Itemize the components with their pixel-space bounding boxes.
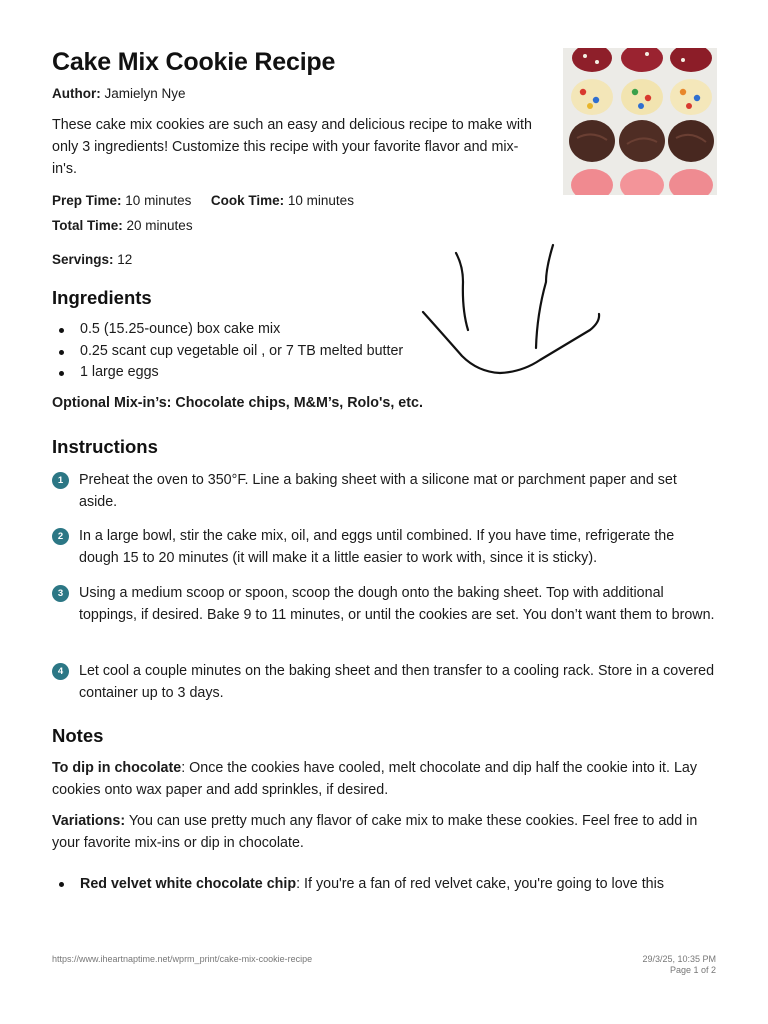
cook-time-value: 10 minutes <box>287 193 354 208</box>
step-number-badge: 4 <box>52 663 69 680</box>
notes-heading: Notes <box>52 725 104 746</box>
step-text: In a large bowl, stir the cake mix, oil, and eggs until combined. If you have time, refrigerate the dough 15 to 20 minutes (it will make it a little easier to work with, since it is sticky). <box>79 528 675 566</box>
step-text: Preheat the oven to 350°F. Line a baking sheet with a silicone mat or parchment paper and set aside. <box>79 472 677 510</box>
footer-page-number: Page 1 of 2 <box>669 965 716 975</box>
optional-mixins: Optional Mix-in’s: Chocolate chips, M&M’s, Rolo's, etc. <box>52 395 423 411</box>
note-dip-text: : Once the cookies have cooled, melt chocolate and dip half the cookie into it. Lay cookies onto wax paper and add sprinkles, if desired. <box>52 760 698 798</box>
step-text: Using a medium scoop or spoon, scoop the dough onto the baking sheet. Top with additional toppings, if desired. Bake 9 to 11 minutes, or until the cookies are set. You don’t want them to brown. <box>79 585 715 623</box>
prep-time-value: 10 minutes <box>125 193 192 208</box>
note-variations-label: Variations: <box>52 813 126 829</box>
footer-url: https://www.iheartnaptime.net/wprm_print/cake-mix-cookie-recipe <box>52 954 313 964</box>
step-number-badge: 1 <box>52 472 69 489</box>
ingredient-text: 0.5 (15.25-ounce) box cake mix <box>80 321 281 337</box>
prep-time-label: Prep Time: <box>52 193 122 208</box>
variation-label: Red velvet white chocolate chip <box>80 876 297 892</box>
ingredient-text: 0.25 scant cup vegetable oil , or 7 TB melted butter <box>80 342 404 359</box>
note-dip-label: To dip in chocolate <box>52 760 182 776</box>
instructions-heading: Instructions <box>52 436 158 457</box>
variation-text: : If you're a fan of red velvet cake, you're going to love this <box>296 876 664 892</box>
ingredients-heading: Ingredients <box>52 287 152 308</box>
step-text: Let cool a couple minutes on the baking sheet and then transfer to a cooling rack. Store in a covered container up to 3 days. <box>79 663 715 701</box>
note-variations-text: You can use pretty much any flavor of cake mix to make these cookies. Feel free to add in your favorite mix-ins or dip in chocolate. <box>52 813 698 851</box>
servings-value: 12 <box>117 252 133 267</box>
author-name: Jamielyn Nye <box>104 86 186 101</box>
ingredient-text: 1 large eggs <box>80 364 159 380</box>
step-number-badge: 2 <box>52 528 69 545</box>
author-label: Author: <box>52 86 101 101</box>
total-time-value: 20 minutes <box>126 218 193 233</box>
cook-time-label: Cook Time: <box>210 193 285 208</box>
total-time-label: Total Time: <box>52 218 123 233</box>
step-number-badge: 3 <box>52 585 69 602</box>
recipe-title: Cake Mix Cookie Recipe <box>52 48 336 76</box>
footer-datetime: 29/3/25, 10:35 PM <box>642 954 716 964</box>
recipe-summary: These cake mix cookies are such an easy and delicious recipe to make with only 3 ingredients! Customize this recipe with your favorite flavor and mix-in's. <box>52 117 532 177</box>
servings-label: Servings: <box>52 252 114 267</box>
